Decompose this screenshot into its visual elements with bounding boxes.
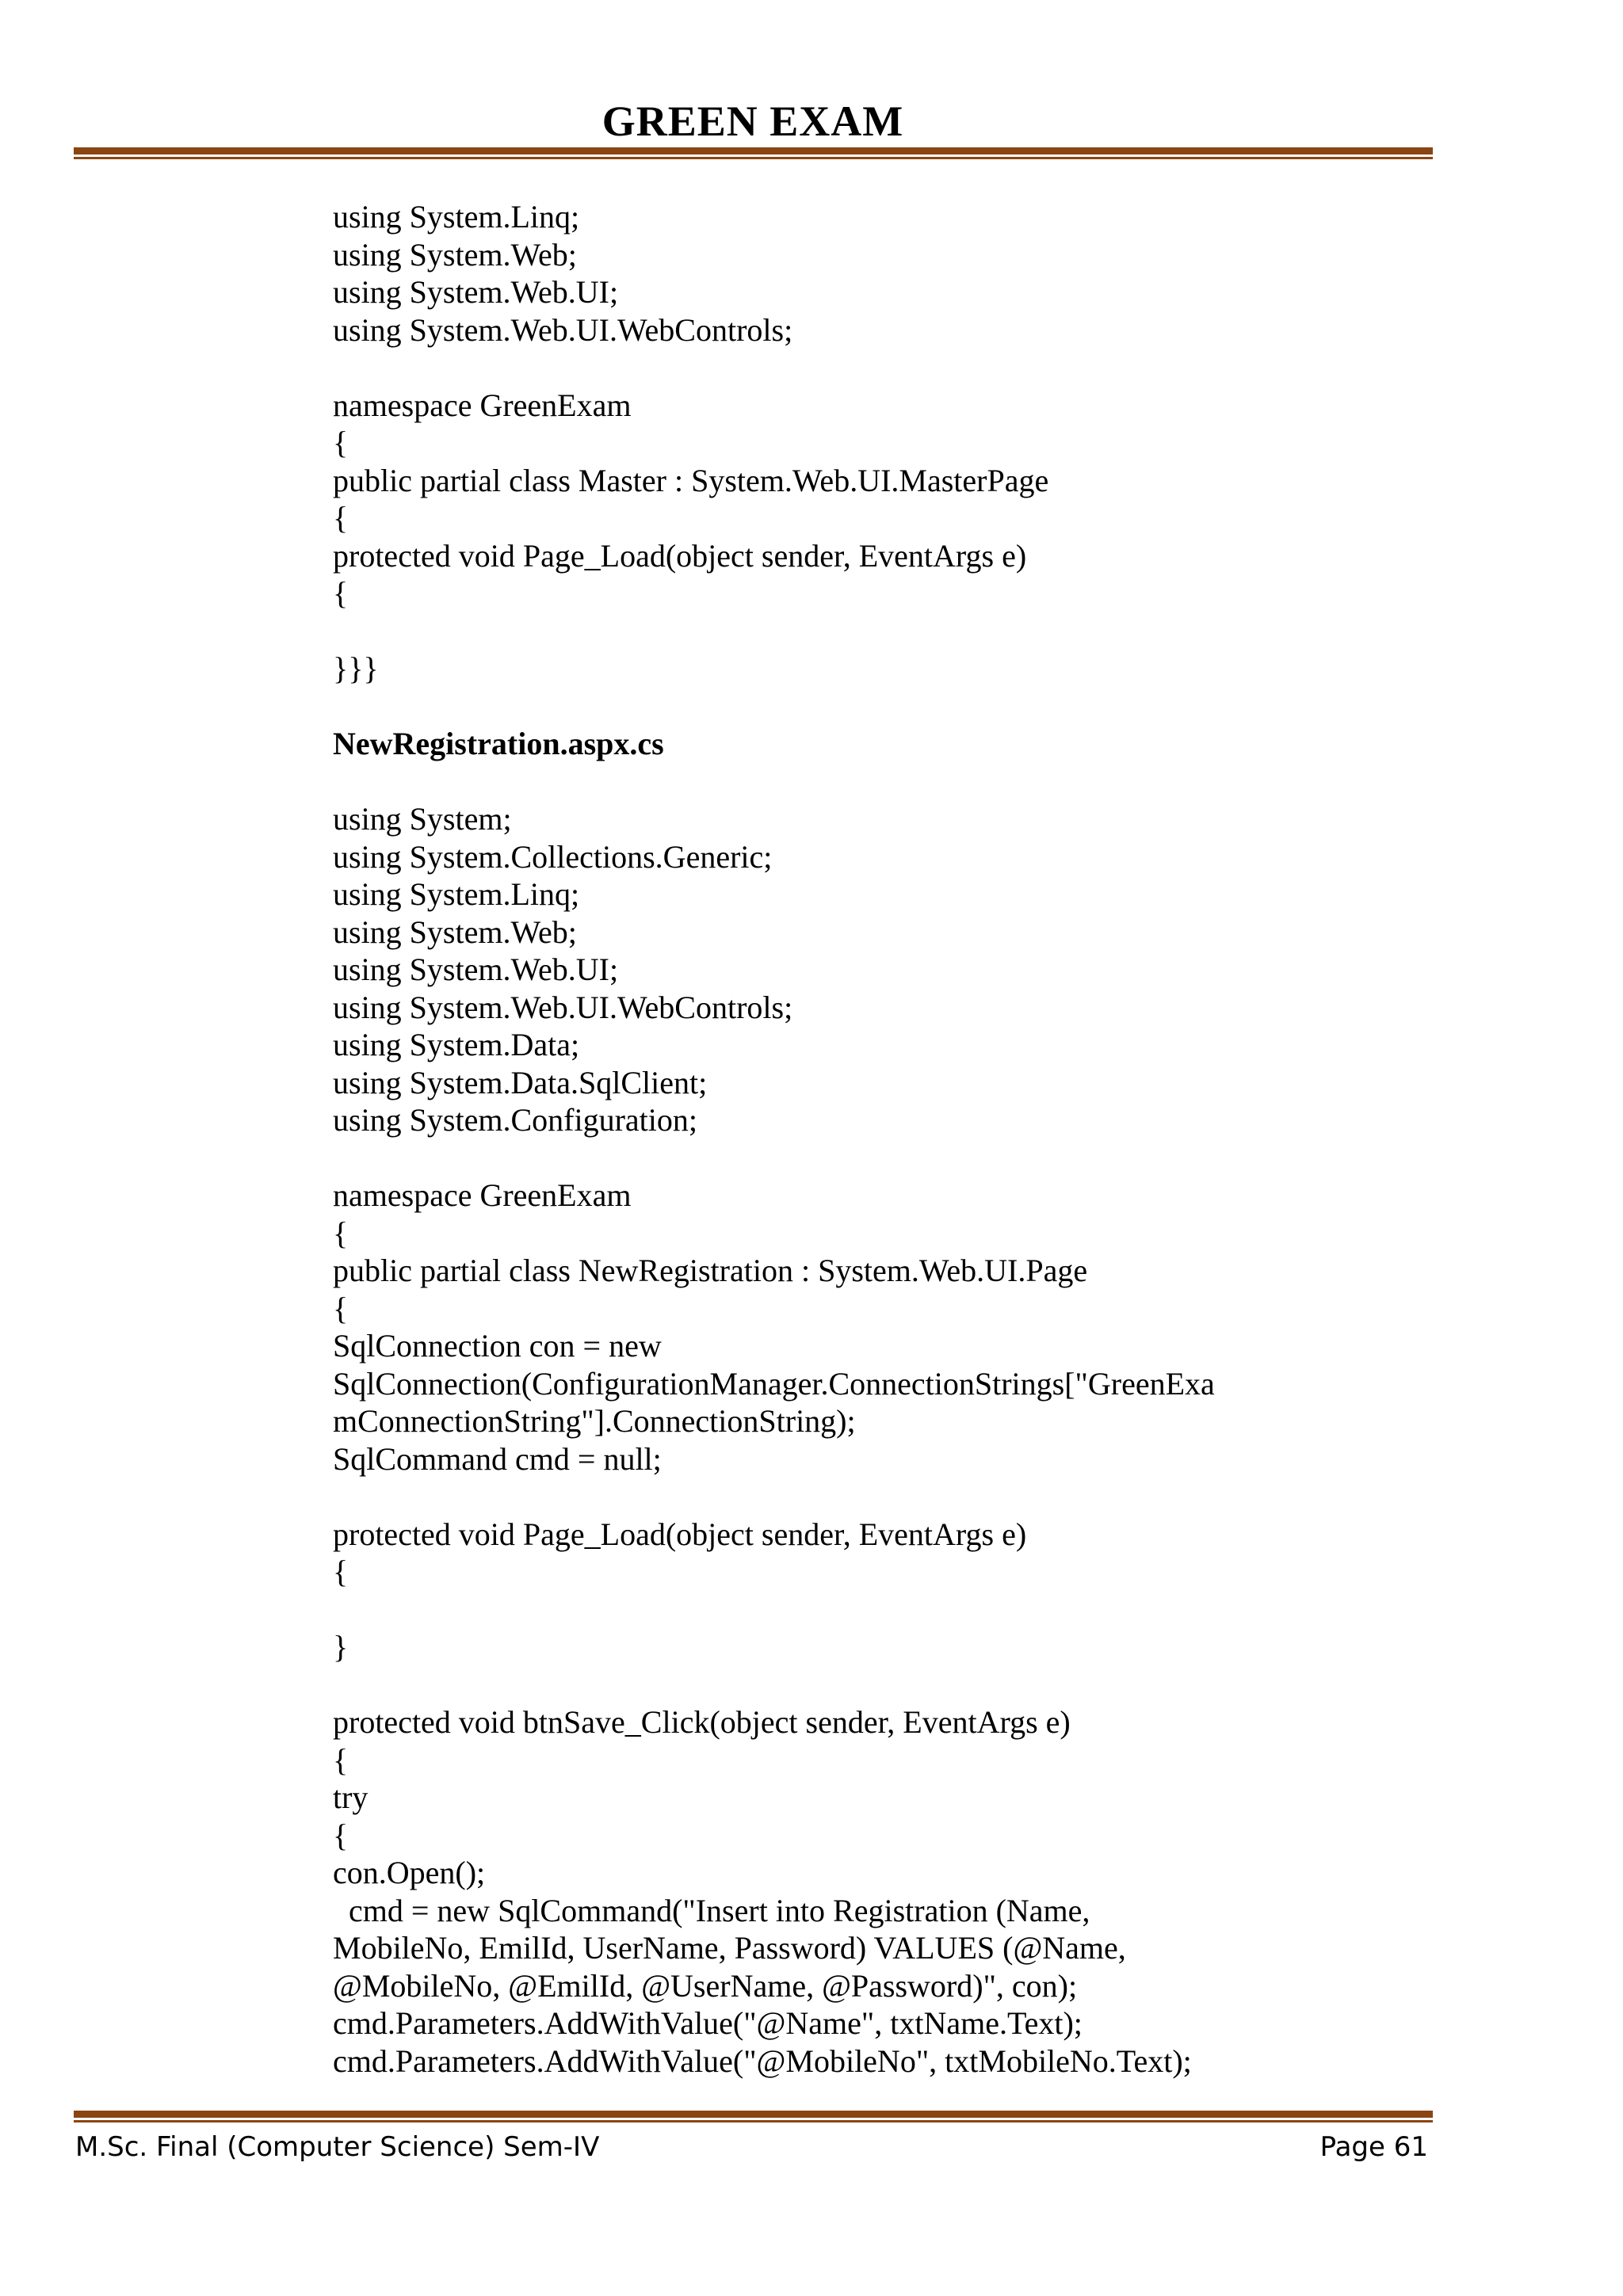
code-line: SqlConnection con = new [333, 1328, 662, 1363]
code-line: using System.Collections.Generic; [333, 838, 773, 875]
code-line: { [333, 1741, 349, 1778]
footer-rule [74, 2111, 1433, 2122]
header-rule [74, 147, 1433, 159]
code-line: { [333, 425, 349, 460]
footer-rule-thick [74, 2111, 1433, 2118]
code-line: mConnectionString"].ConnectionString); [333, 1403, 856, 1439]
header-rule-thick [74, 147, 1433, 154]
header-rule-thin [74, 157, 1433, 159]
code-line: { [333, 1817, 349, 1853]
code-line [333, 612, 1458, 650]
page-header-title: GREEN EXAM [601, 97, 904, 145]
code-line: using System.Web; [333, 913, 577, 950]
code-line: SqlConnection(ConfigurationManager.ConnectionStrings["GreenExa [333, 1365, 1215, 1402]
code-line: SqlCommand cmd = null; [333, 1440, 662, 1477]
code-line: { [333, 1290, 349, 1326]
code-line: { [333, 575, 349, 611]
code-line [333, 1591, 1458, 1629]
footer-page-number: Page 61 [1319, 2131, 1428, 2163]
code-line: protected void btnSave_Click(object sender, EventArgs e) [333, 1704, 1071, 1740]
code-line: cmd.Parameters.AddWithValue("@MobileNo", txtMobileNo.Text); [333, 2042, 1192, 2079]
code-listing [333, 198, 1458, 2080]
code-line: using System.Data.SqlClient; [333, 1064, 708, 1100]
code-line: using System.Linq; [333, 199, 580, 235]
code-line [333, 1478, 1458, 1516]
code-line: using System; [333, 801, 512, 837]
code-line [333, 1139, 1458, 1177]
code-line: { [333, 500, 349, 536]
code-line [333, 349, 1458, 387]
code-line: MobileNo, EmilId, UserName, Password) VALUES (@Name, [333, 1930, 1126, 1966]
code-line: using System.Web.UI.WebControls; [333, 311, 793, 348]
code-line: { [333, 1554, 349, 1589]
code-line: using System.Web.UI; [333, 274, 619, 310]
code-line: using System.Web.UI.WebControls; [333, 989, 793, 1025]
code-line: @MobileNo, @EmilId, @UserName, @Password)", con); [333, 1967, 1078, 2004]
code-line [333, 763, 1458, 801]
code-line: using System.Linq; [333, 876, 580, 912]
code-line: public partial class NewRegistration : System.Web.UI.Page [333, 1253, 1088, 1288]
code-line: using System.Configuration; [333, 1102, 697, 1138]
code-line: }}} [333, 650, 379, 686]
code-line: public partial class Master : System.Web.UI.MasterPage [333, 462, 1049, 498]
code-line: cmd.Parameters.AddWithValue("@Name", txtName.Text); [333, 2005, 1083, 2041]
code-line: protected void Page_Load(object sender, EventArgs e) [333, 537, 1027, 574]
code-line: protected void Page_Load(object sender, EventArgs e) [333, 1516, 1027, 1552]
code-line: try [333, 1779, 369, 1815]
code-line: } [333, 1629, 349, 1665]
section-heading: NewRegistration.aspx.cs [333, 726, 664, 761]
footer-course-label: M.Sc. Final (Computer Science) Sem-IV [75, 2131, 600, 2163]
code-line: { [333, 1215, 349, 1251]
code-line: cmd = new SqlCommand("Insert into Registration (Name, [333, 1892, 1090, 1928]
code-line: namespace GreenExam [333, 387, 632, 423]
code-line [333, 1666, 1458, 1704]
code-line: using System.Web.UI; [333, 952, 619, 987]
code-line [333, 688, 1458, 726]
code-line: using System.Web; [333, 236, 577, 273]
code-line: using System.Data; [333, 1027, 580, 1062]
code-line: con.Open(); [333, 1855, 486, 1890]
code-line: namespace GreenExam [333, 1177, 632, 1213]
footer-rule-thin [74, 2120, 1433, 2122]
